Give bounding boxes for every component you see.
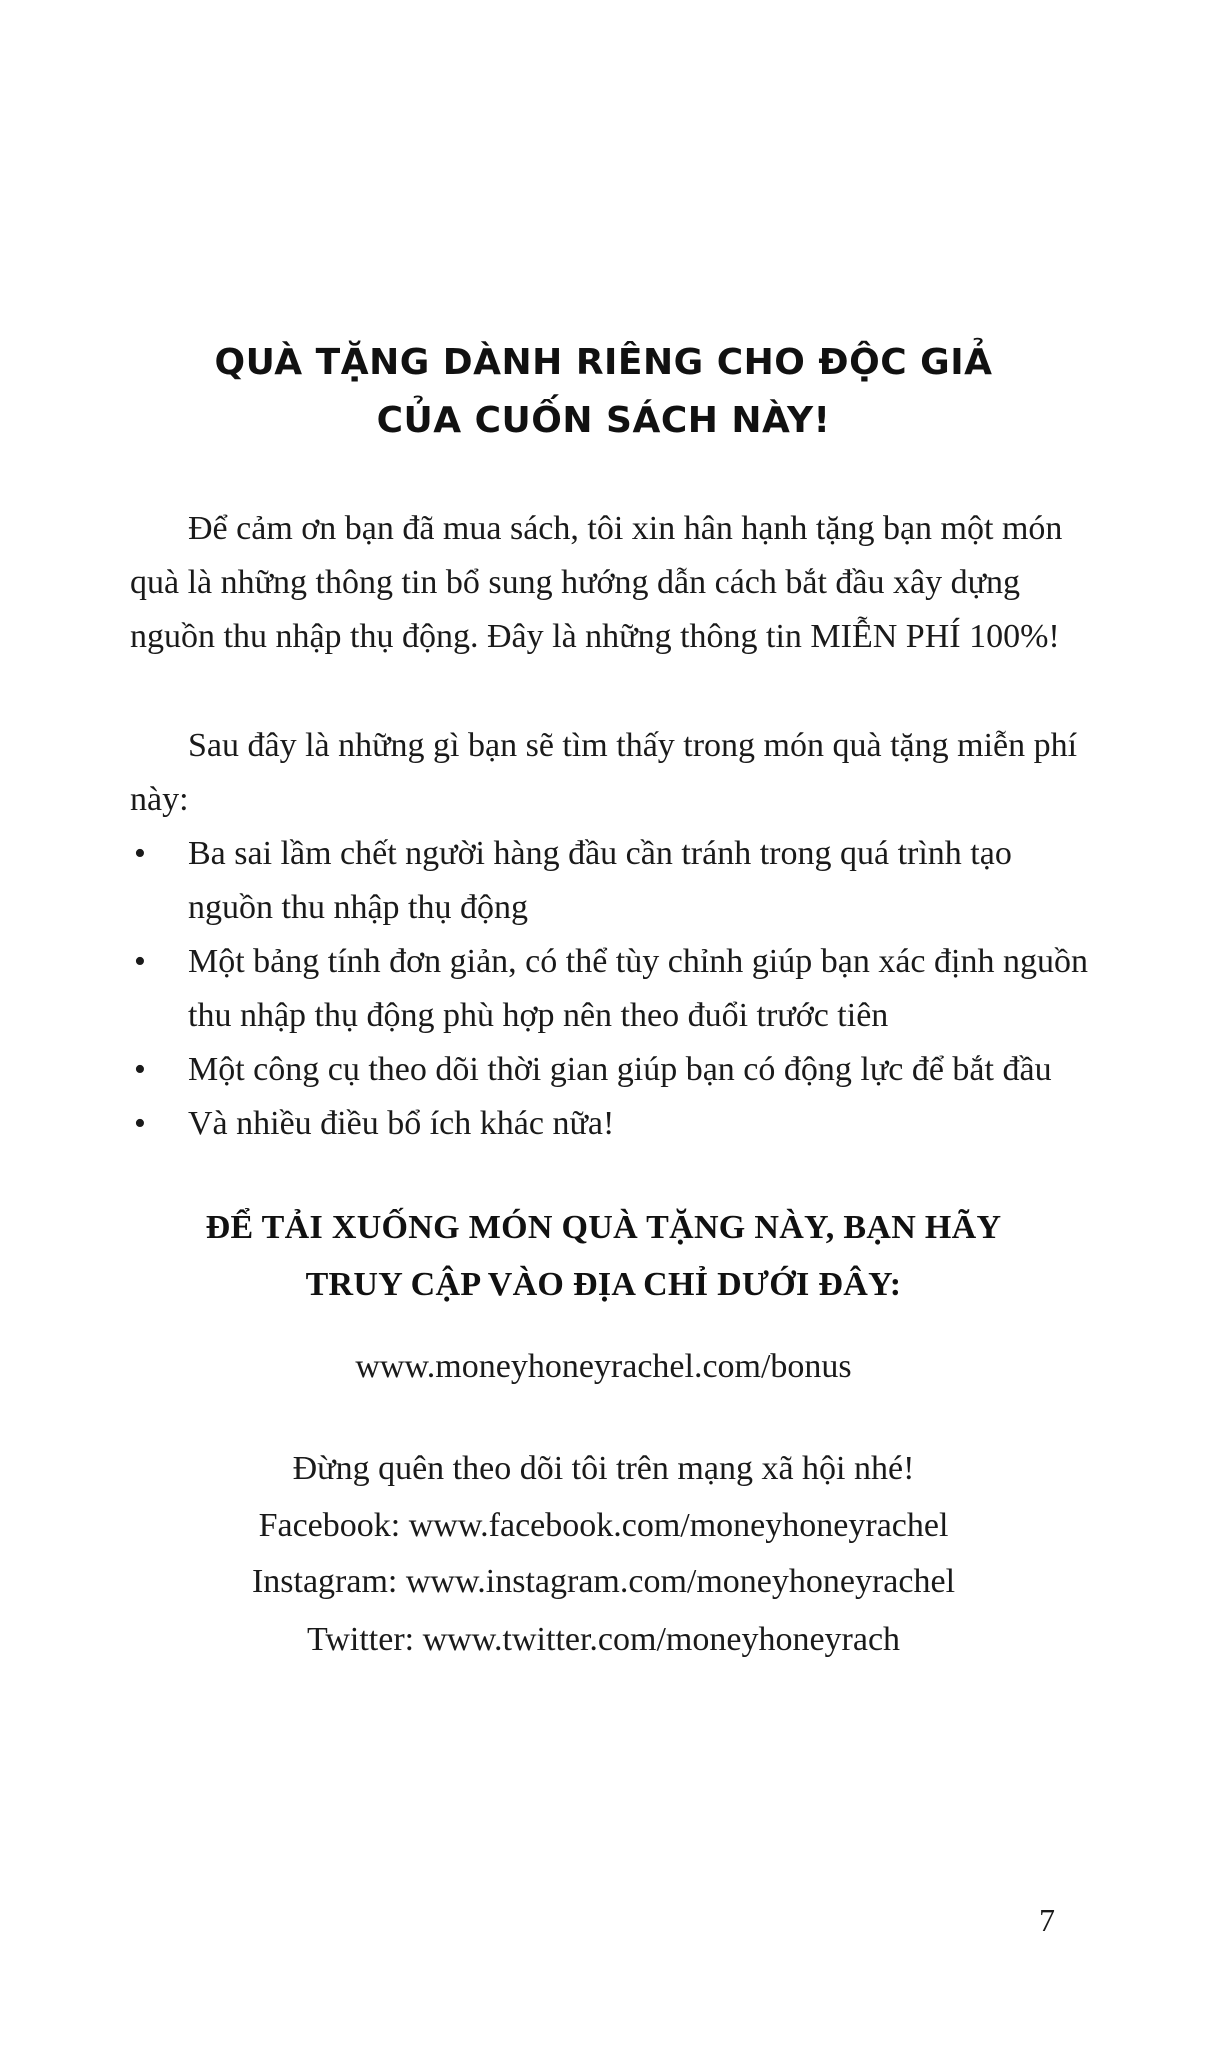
twitter-link: Twitter: www.twitter.com/moneyhoneyrach	[306, 1621, 901, 1658]
intro-paragraph-2-rest: phí này:	[130, 727, 1078, 818]
intro-paragraph-2-first-line: Sau đây là những gì bạn sẽ tìm thấy trong món quà tặng miễn	[188, 727, 1026, 764]
bullet-icon: •	[134, 943, 146, 980]
download-heading-line-1: ĐỂ TẢI XUỐNG MÓN QUÀ TẶNG NÀY, BẠN HÃY	[205, 1209, 1002, 1246]
bullet-icon: •	[134, 1105, 146, 1142]
page-number: 7	[1039, 1902, 1055, 1938]
bullet-icon: •	[134, 835, 146, 872]
facebook-link: Facebook: www.facebook.com/moneyhoneyrachel	[258, 1507, 949, 1544]
social-intro: Đừng quên theo dõi tôi trên mạng xã hội nhé!	[292, 1450, 915, 1487]
list-item	[130, 1097, 1090, 1151]
list-item	[130, 827, 1090, 935]
gift-contents-list	[130, 827, 1090, 1151]
list-item-text: Và nhiều điều bổ ích khác nữa!	[188, 1105, 615, 1142]
list-item-text: Một công cụ theo dõi thời gian giúp bạn có động lực để bắt đầu	[188, 1051, 1052, 1088]
intro-paragraph-1-rest: món quà là những thông tin bổ sung hướng dẫn cách bắt đầu xây dựng nguồn thu nhập thụ động. Đây là những thông tin MIỄN PHÍ 100%!	[130, 510, 1063, 655]
instagram-link: Instagram: www.instagram.com/moneyhoneyrachel	[251, 1563, 956, 1600]
intro-paragraph-1-first-line: Để cảm ơn bạn đã mua sách, tôi xin hân hạnh tặng bạn một	[188, 510, 994, 547]
list-item	[130, 935, 1090, 1043]
gift-heading-line-2: CỦA CUỐN SÁCH NÀY!	[376, 400, 831, 441]
list-item-text: Một bảng tính đơn giản, có thể tùy chỉnh giúp bạn xác định nguồn thu nhập thụ động phù hợp nên theo đuổi trước tiên	[188, 943, 1088, 1034]
intro-paragraph-2	[130, 719, 1090, 827]
list-item	[130, 1043, 1090, 1097]
intro-paragraph-1	[130, 502, 1090, 664]
list-item-text: Ba sai lầm chết người hàng đầu cần tránh trong quá trình tạo nguồn thu nhập thụ động	[188, 835, 1012, 926]
download-heading-line-2: TRUY CẬP VÀO ĐỊA CHỈ DƯỚI ĐÂY:	[305, 1266, 902, 1303]
bonus-url: www.moneyhoneyrachel.com/bonus	[355, 1348, 852, 1385]
gift-heading-line-1: QUÀ TẶNG DÀNH RIÊNG CHO ĐỘC GIẢ	[214, 342, 993, 383]
bullet-icon: •	[134, 1051, 146, 1088]
